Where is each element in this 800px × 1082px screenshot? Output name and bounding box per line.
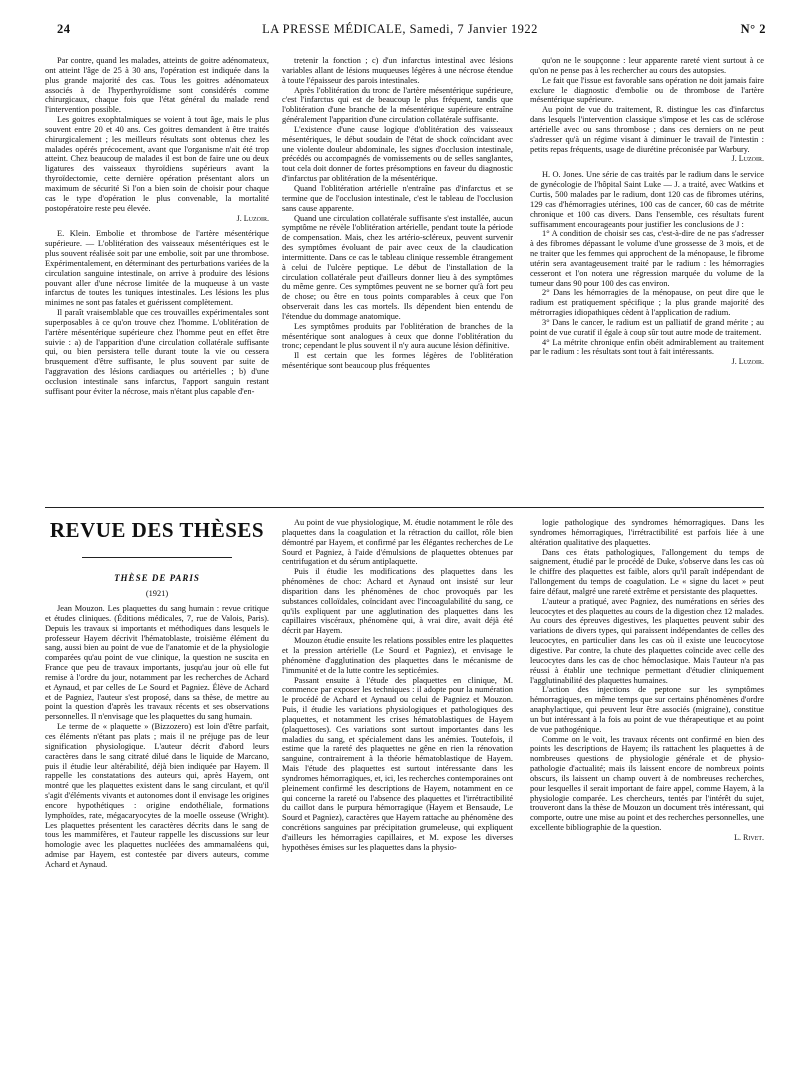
paragraph: Il est certain que les formes légères de l'oblitération mésentérique sont beaucoup plus fréquentes (282, 351, 513, 371)
signature: J. Luzoir. (731, 154, 764, 164)
paragraph: Les symptômes produits par l'oblitération de branches de la mésentérique sont analogues à ceux que donne l'oblitération du tronc; cependant le plus souvent il n'y aura aucune lésion définitive. (282, 321, 513, 351)
top-column-2 (282, 56, 513, 371)
top-column-1 (45, 56, 269, 397)
paragraph: 1° A condition de choisir ses cas, c'est-à-dire de ne pas s'adresser à des fibromes dépassant le volume d'une grossesse de 3 mois, et de ne traiter que les femmes qui approchent de la ménopause, le fibrome utérin sera avantageusement traité par le radium : les hémorragies cesseront et l'on notera une régression marquée du volume de la tumeur dans 90 pour 100 des cas environ. (530, 229, 764, 288)
paragraph: Quand l'oblitération artérielle n'entraîne pas d'infarctus et se termine que de l'occlusion intestinale, c'est le tableau de l'occlusion sans cause apparente. (282, 183, 513, 213)
issue-number: N° 2 (740, 22, 766, 36)
paragraph: Dans ces états pathologiques, l'allongement du temps de saignement, étudié par le procédé de Duke, s'observe dans les cas où le chiffre des plaquettes est faible, alors qu'il paraît indépendant de l'allongement du temps de coagulation. Le « signe du lacet » peut faire défaut, malgré une rareté extrême et persistante des plaquettes. (530, 547, 764, 596)
signature: L. Rivet. (734, 833, 764, 842)
paragraph: tretenir la fonction ; c) d'un infarctus intestinal avec lésions variables allant de lésions muqueuses légères à une nécrose étendue à toute l'épaisseur des parois intestinales. (282, 56, 513, 85)
paragraph: Puis il étudie les modifications des plaquettes dans les phénomènes de choc: Achard et Aynaud ont insisté sur leur disparition dans les phénomènes de choc provoqués par les substances colloïdales, coïncidant avec l'incoagulabilité du sang, ce qu'ils expliquent par une agglutination des plaquettes dans les capillaires viscéraux, phénomène qui, à vrai dire, avait déjà été décrit par Hayem. (282, 567, 513, 636)
paragraph: Quand une circulation collatérale suffisante s'est installée, aucun symptôme ne révèle l'oblitération artérielle, pendant toute la période de compensation. Mais, chez les artério-scléreux, peuvent survenir des symptômes évoluant de pair avec ceux de la claudication intermittente. Dans ce cas le tableau clinique ressemble étrangement à celui de l'ulcère peptique. Le début de l'installation de la circulation collatérale peut d'ailleurs donner lieu à des symptômes du même genre. Ces symptômes peuvent ne se borner qu'à fort peu de chose; ou être en tous points comparables à ceux que l'on observerait dans les cas mortels. Ils dépendent bien entendu de l'étendue du dommage anatomique. (282, 213, 513, 321)
subheading: THÈSE DE PARIS (114, 573, 200, 583)
paragraph: Le fait que l'issue est favorable sans opération ne doit jamais faire exclure le diagnostic d'embolie ou de thrombose de l'artère mésentérique supérieure. (530, 75, 764, 105)
paragraph: Il paraît vraisemblable que ces trouvailles expérimentales sont superposables à ce qu'on trouve chez l'homme. L'oblitération de l'artère mésentérique supérieure chez l'homme peut en effet être suivie : a) de l'apparition d'une circulation collatérale suffisante qui, ou bien persistera telle durant toute la vie ou cessera brusquement d'être suffisante, le plus souvent par suite de l'aggravation des lésions cardiaques ou artérielles ; b) d'une occlusion intestinale sans infarctus, l'apport sanguin restant suffisant pour éviter la nécrose, mais n'étant plus capable d'en- (45, 308, 269, 396)
journal-title: LA PRESSE MÉDICALE, Samedi, 7 Janvier 1922 (262, 22, 538, 36)
review-column-2 (282, 518, 513, 853)
paragraph: L'action des injections de peptone sur les symptômes hémorragiques, en même temps que sur certains phénomènes d'ordre anaphylactique, qui peuvent leur être associés (migraine), constitue un but intéressant à la fois au point de vue thérapeutique et au point de vue pathogénique. (530, 685, 764, 734)
paragraph: 4° La métrite chronique enfin obéit admirablement au traitement par le radium : les résultats sont tout à fait intéressants. (530, 337, 764, 357)
page-number: 24 (57, 22, 71, 36)
paragraph: 2° Dans les hémorragies de la ménopause, on peut dire que le radium est pratiquement spécifique ; la plus grande majorité des métrorragies idiopathiques cèdent à l'application de radium. (530, 288, 764, 318)
section-divider (45, 507, 764, 508)
section-title: REVUE DES THÈSES (49, 518, 265, 542)
paragraph: L'existence d'une cause logique d'oblitération des vaisseaux mésentériques, le début soudain de l'état de shock coïncidant avec une violente douleur abdominale, les signes d'occlusion intestinale, précédés ou accompagnés de vomissements ou de selles sanglantes, tout cela doit donner de fortes présomptions en faveur du diagnostic d'infarctus par oblitération de la mésentérique. (282, 124, 513, 184)
paragraph: 3° Dans le cancer, le radium est un palliatif de grand mérite ; au point de vue curatif il égale à coup sûr tout autre mode de traitement. (530, 317, 764, 337)
paragraph: Au point de vue physiologique, M. étudie notamment le rôle des plaquettes dans la coagulation et la rétraction du caillot, rôle bien démontré par Hayem, et confirmé par les élégantes recherches de Le Sourd et Pagniez, à l'aide d'émulsions de plaquettes obtenues par centrifugation et du sérum antiplaquette. (282, 518, 513, 567)
paragraph: Jean Mouzon. Les plaquettes du sang humain : revue critique et études cliniques. (Éditions médicales, 7, rue de Valois, Paris). Depuis les travaux si importants et méthodiques dans lesquels le professeur Hayem décrivit l'hématoblaste, troisième élément du sang, aussi bien au point de vue de l'anatomie et de la physiologie comparées qu'au point de vue clinique, la question ne suscita en France que peu de travaux importants, jusqu'au jour où elle fut remise à l'ordre du jour, notamment par les recherches de Achard et Aynaud, et par celles de Le Sourd et Pagniez. Élève de Achard et de Pagniez, l'auteur s'est proposé, dans sa thèse, de mettre au point la question d'après les travaux récents et ses observations personnelles. Il n'envisage que les plaquettes du sang humain. (45, 604, 269, 722)
paragraph: logie pathologique des syndromes hémorragiques. Dans les syndromes hémorragiques, l'irrétractibilité est parfois liée à une altération qualitative des plaquettes. (530, 518, 764, 547)
paragraph: Les goitres exophtalmiques se voient à tout âge, mais le plus souvent entre 20 et 40 ans. Ces goitres demandent à être traités chirurgicalement ; les meilleurs résultats sont obtenus chez les malades opérés précocement, avant que l'organisme n'ait été trop atteint. Chez beaucoup de malades il est bon de faire une ou deux ligatures des vaisseaux thyroïdiens supérieurs avant la thyroïdectomie, cette dernière opération présentant alors un maximum de sécurité Si l'on a bien soin de choisir pour chaque cas le type d'opération le plus convenable, la mortalité postopératoire reste peu élevée. (45, 115, 269, 213)
paragraph: Après l'oblitération du tronc de l'artère mésentérique supérieure, c'est l'infarctus qui est de beaucoup le plus fréquent, tandis que l'oblitération d'une branche de la mésentérique supérieure entraîne généralement l'apparition d'une circulation collatérale suffisante. (282, 85, 513, 125)
page-header (0, 22, 800, 38)
signature: J. Luzoir. (236, 213, 269, 223)
paragraph: E. Klein. Embolie et thrombose de l'artère mésentérique supérieure. — L'oblitération des vaisseaux mésentériques est le plus souvent réalisée soit par une embolie, soit par une thrombose. Expérimentalement, en déterminant des perturbations variées de la circulation sanguine intestinale, on arrive à produire des lésions pouvant aller d'une nécrose limitée de la muqueuse à un vaste infarctus de toutes les tuniques intestinales. Les lésions les plus minimes ne sont pas fatales et guérissent complètement. (45, 229, 269, 308)
paragraph: Passant ensuite à l'étude des plaquettes en clinique, M. commence par exposer les techniques : il adopte pour la numération le procédé de Achard et Aynaud ou celui de Pagniez et Mouzon. Puis, il étudie les variations physiologiques et pathologiques des plaquettes, et notamment les crises hématoblastiques de Hayem (plaquettoses). Ces variations sont surtout importantes dans les maladies du sang, et spécialement dans les anémies. Toutefois, il estime que la rareté des plaquettes ne gêne en rien la rénovation sanguine, contrairement à la théorie hématoblastique de Hayem. Mais l'étude des plaquettes est surtout intéressante dans les syndromes hémorragiques, et, ici, les recherches contemporaines ont pleinement confirmé les descriptions de Hayem, notamment en ce qui concerne la rareté ou l'absence des plaquettes et l'irrétractibilité du caillot dans le purpura hémorragique (Hayem et Bensaude, Le Sourd et Pagniez), caractères que Hayem rattache au phénomène des concrétions sanguines par précipitation grumeleuse, qui expliquent d'ailleurs les hémorragies capillaires, et M. expose les diverses hypothèses émises sur les plaquettes dans la physio- (282, 675, 513, 852)
paragraph: Le terme de « plaquette » (Bizzozero) est loin d'être parfait, ces éléments n'étant pas plats ; mais il ne préjuge pas de leur signification physiologique. L'auteur décrit d'abord leurs caractères dans le sang citraté dilué dans le liquide de Marcano, puis il étudie leur altérabilité, déjà bien indiquée par Hayem. Il rappelle les constatations des auteurs qui, après Hayem, ont montré que les plaquettes existent dans le sang circulant, et qu'il s'agit d'éléments vivants et autonomes dont il envisage les origines encore hypothétiques : origine endothéliale, formations lymphoïdes, rate, mégacaryocytes de la moelle osseuse (Wright). Les plaquettes présentent les caractères décrits dans le sang de tous les mammifères, et l'auteur rappelle les discussions sur leur homologie avec les plaquettes nucléées des ammamaléens qui, admise par Hayem, est contestée par divers auteurs, comme Achard et Aynaud. (45, 722, 269, 869)
review-column-3 (530, 518, 764, 843)
paragraph: Mouzon étudie ensuite les relations possibles entre les plaquettes et la pression artérielle (Le Sourd et Pagniez), et envisage le phénomène d'agglutination des plaquettes dans le mécanisme de l'immunité et de la lutte contre les septicémies. (282, 636, 513, 675)
paragraph: H. O. Jones. Une série de cas traités par le radium dans le service de gynécologie de l'hôpital Saint Luke — J. a traité, avec Watkins et Curtis, 500 malades par le radium, dont 120 cas de fibromes utérins, 129 cas d'hémorragies utérines, 100 cas de cancer, 60 cas de métrite chronique et 100 cas divers. Dans l'ensemble, ces résultats furent suffisamment encourageants pour justifier les conclusions de J : (530, 170, 764, 229)
review-column-1 (45, 604, 269, 870)
paragraph: Au point de vue du traitement, R. distingue les cas d'infarctus dans lesquels l'intervention classique s'impose et les cas de sclérose artérielle avec ou sans thrombose ; dans ces derniers on ne peut s'adresser qu'à un régime visant à diminuer le travail de l'intestin : petits repas fréquents, usage de diurétine préconisée par Warbury. (530, 105, 764, 154)
paragraph: L'auteur a pratiqué, avec Pagniez, des numérations en séries des leucocytes et des plaquettes au cours de la digestion chez 12 malades. Au cours des épreuves digestives, les plaquettes peuvent subir des variations de divers types, qui paraissent indépendantes de celles des leucocytes, en particulier dans les cas où il existe une leucocytose digestive. Par contre, la chute des plaquettes coïncide avec celle des leucocytes dans les cas de choc hémoclasique. Mais l'auteur n'a pas réussi à établir une technique permettant d'étudier cliniquement l'agglutinabilité des plaquettes humaines. (530, 596, 764, 685)
year: (1921) (145, 589, 169, 598)
top-column-3 (530, 56, 764, 367)
paragraph: qu'on ne le soupçonne : leur apparente rareté vient surtout à ce qu'on ne pense pas à les rechercher au cours des autopsies. (530, 56, 764, 75)
signature: J. Luzoir. (731, 357, 764, 367)
paragraph: Comme on le voit, les travaux récents ont confirmé en bien des points les descriptions de Hayem; ils rattachent les plaquettes à de nombreuses questions de physiologie générale et de physio-pathologie d'actualité; mais ils laissent encore de nombreux points obscurs, ils laissent un champ ouvert à de nombreuses recherches, pour lesquelles il serait important de faire appel, comme Hayem, à la physiologie comparée. Les chercheurs, tentés par l'intérêt du sujet, trouveront dans la thèse de Mouzon un document très intéressant, qui comporte, outre une mise au point et des recherches personnelles, une excellente bibliographie de la question. (530, 734, 764, 833)
title-underline (82, 557, 232, 558)
paragraph: Par contre, quand les malades, atteints de goitre adénomateux, ont atteint l'âge de 25 à 30 ans, l'opération est indiquée dans la plus grande majorité des cas. Tous les goitres adénomateux associés à de l'hyperthyroïdisme sont considérés comme chirurgicaux, chaque fois que l'état général du malade rend l'intervention possible. (45, 56, 269, 115)
